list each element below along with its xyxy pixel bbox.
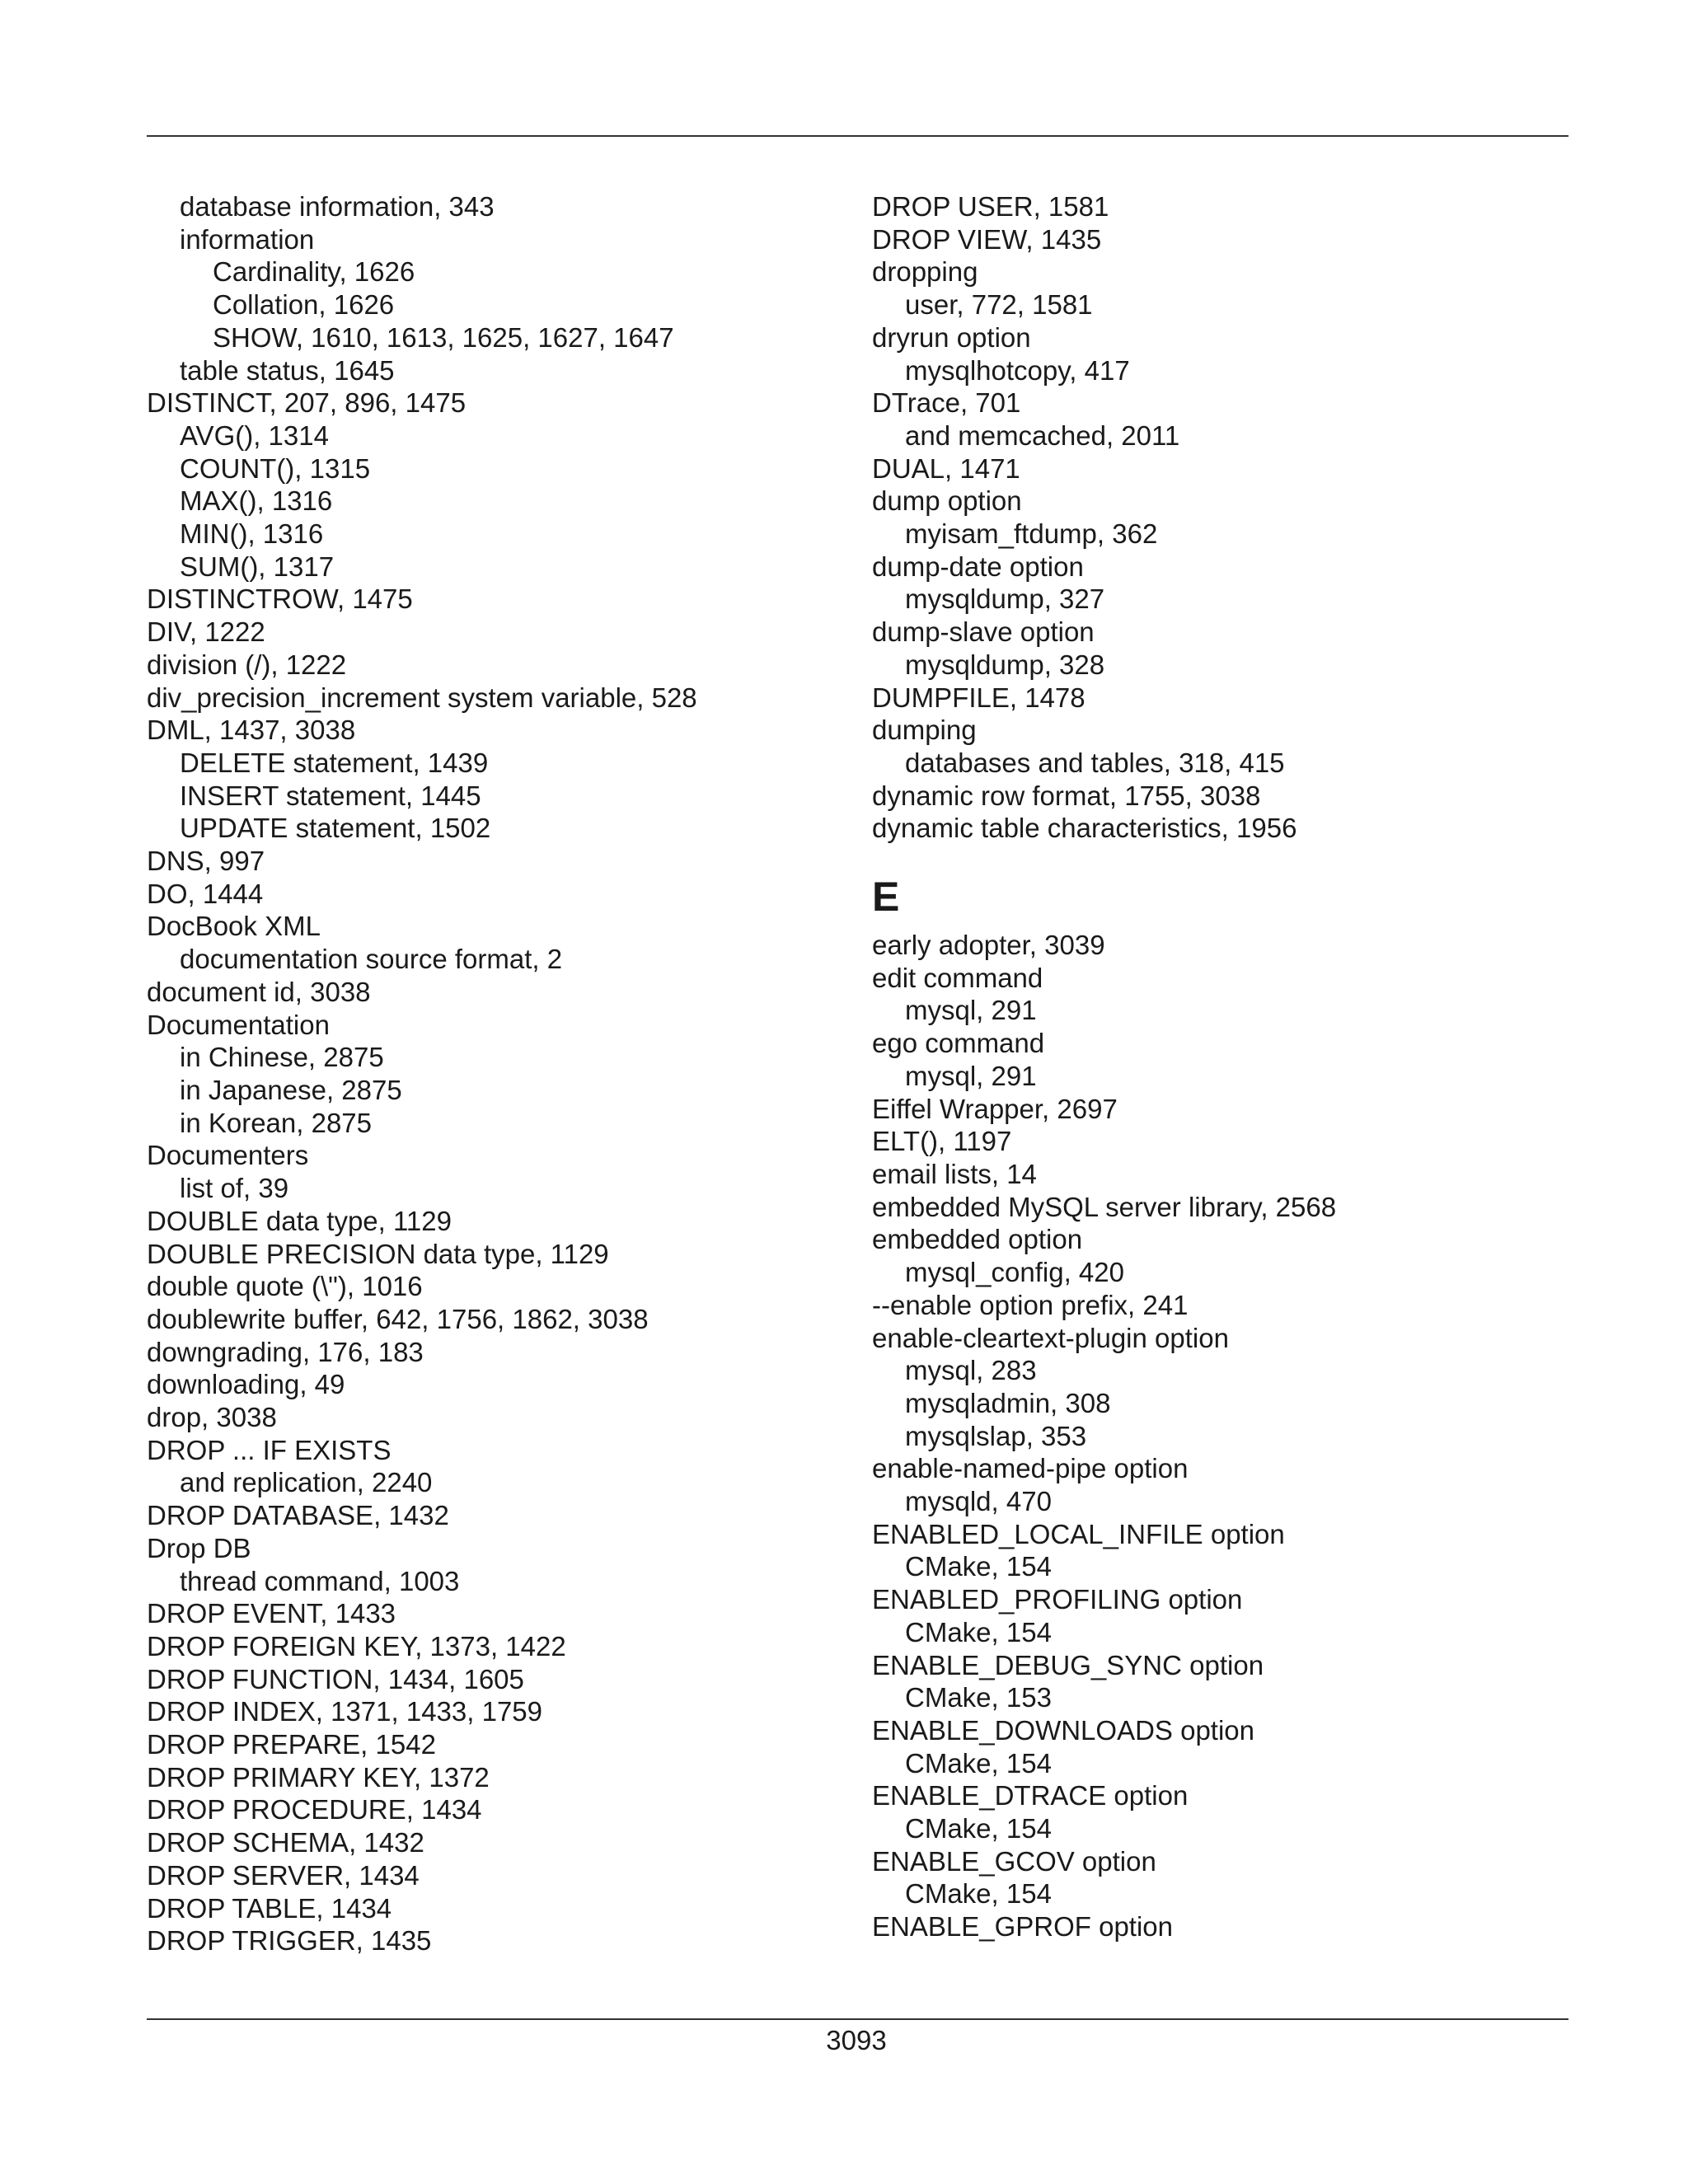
index-subentry: table status, 1645 [180,354,395,386]
index-entry: email lists, 14 [872,1158,1037,1189]
index-entry: DML, 1437, 3038 [147,715,356,746]
index-subentry: CMake, 154 [905,1747,1052,1779]
index-entry: DISTINCTROW, 1475 [147,583,413,615]
index-subentry: Collation, 1626 [213,289,395,321]
index-entry: DROP FUNCTION, 1434, 1605 [147,1663,524,1694]
index-subentry: CMake, 154 [905,1813,1052,1844]
index-entry: DROP SERVER, 1434 [147,1859,420,1891]
index-entry: enable-named-pipe option [872,1453,1189,1484]
index-subentry: AVG(), 1314 [180,419,329,451]
index-subentry: CMake, 154 [905,1616,1052,1647]
index-subentry: mysql, 291 [905,995,1037,1026]
index-entry: div_precision_increment system variable, 528 [147,682,697,713]
index-subentry: MIN(), 1316 [180,518,324,550]
index-entry: DROP VIEW, 1435 [872,223,1102,255]
index-entry: DROP TRIGGER, 1435 [147,1925,432,1957]
index-subentry: UPDATE statement, 1502 [180,813,491,844]
index-subentry: and memcached, 2011 [905,419,1180,451]
index-subentry: mysqlhotcopy, 417 [905,354,1130,386]
index-entry: double quote (\"), 1016 [147,1271,423,1302]
index-entries-d-continued [872,190,1597,845]
index-entry: drop, 3038 [147,1402,277,1433]
index-entry: ELT(), 1197 [872,1126,1012,1157]
index-entry: Documentation [147,1009,330,1040]
index-entry: Documenters [147,1140,309,1171]
index-entry: DO, 1444 [147,878,264,909]
index-subentry: mysql_config, 420 [905,1257,1124,1288]
index-entry: DROP SCHEMA, 1432 [147,1827,424,1858]
index-entry: DROP DATABASE, 1432 [147,1500,449,1531]
index-entry: DROP ... IF EXISTS [147,1434,392,1465]
index-entry: DocBook XML [147,911,321,942]
index-entry: dynamic table characteristics, 1956 [872,813,1297,844]
index-entry: dynamic row format, 1755, 3038 [872,780,1261,811]
footer-rule [147,2018,1568,2020]
index-entry: DROP USER, 1581 [872,191,1109,222]
index-entry: --enable option prefix, 241 [872,1289,1189,1320]
index-entry: edit command [872,962,1043,993]
index-entry: DROP PREPARE, 1542 [147,1729,436,1760]
index-subentry: in Korean, 2875 [180,1107,373,1138]
index-entry: dump option [872,485,1022,517]
index-entry: embedded MySQL server library, 2568 [872,1191,1337,1222]
index-entries-e [872,929,1597,1943]
index-entry: ego command [872,1028,1045,1059]
index-entry: ENABLE_GPROF option [872,1911,1173,1943]
index-subentry: in Japanese, 2875 [180,1074,402,1105]
index-entry: DISTINCT, 207, 896, 1475 [147,387,467,419]
index-entry: downgrading, 176, 183 [147,1336,424,1367]
section-letter-heading: E [872,874,900,921]
index-entry: DNS, 997 [147,846,265,877]
index-subentry: in Chinese, 2875 [180,1042,384,1073]
index-entry: dump-date option [872,551,1084,582]
index-subentry: mysql, 291 [905,1060,1037,1091]
index-subentry: CMake, 154 [905,1878,1052,1910]
index-subentry: information [180,223,315,255]
index-subentry: thread command, 1003 [180,1565,460,1596]
index-subentry: MAX(), 1316 [180,485,333,517]
index-entry: DROP TABLE, 1434 [147,1892,392,1924]
index-subentry: mysqlslap, 353 [905,1420,1087,1451]
page-number: 3093 [826,2025,887,2055]
index-entry: DROP PROCEDURE, 1434 [147,1794,482,1825]
index-subentry: COUNT(), 1315 [180,452,371,484]
index-entry: dump-slave option [872,616,1095,648]
index-entry: DROP FOREIGN KEY, 1373, 1422 [147,1630,566,1661]
index-entry: downloading, 49 [147,1369,345,1400]
index-entry: DROP INDEX, 1371, 1433, 1759 [147,1696,543,1727]
index-column-left [147,190,872,1957]
index-subentry: DELETE statement, 1439 [180,747,489,778]
index-subentry: mysqldump, 327 [905,583,1105,615]
index-entry: DOUBLE PRECISION data type, 1129 [147,1238,609,1269]
index-entry: ENABLE_DOWNLOADS option [872,1714,1255,1746]
index-subentry: database information, 343 [180,191,495,222]
index-subentry: list of, 39 [180,1173,289,1204]
index-entry: embedded option [872,1224,1083,1255]
index-subentry: databases and tables, 318, 415 [905,747,1285,778]
index-subentry: mysqladmin, 308 [905,1387,1111,1418]
index-subentry: INSERT statement, 1445 [180,780,481,811]
index-subentry: and replication, 2240 [180,1467,433,1498]
index-entry: enable-cleartext-plugin option [872,1322,1229,1353]
index-subentry: CMake, 154 [905,1551,1052,1582]
index-entry: early adopter, 3039 [872,930,1105,961]
index-entry: DTrace, 701 [872,387,1021,419]
index-subentry: CMake, 153 [905,1682,1052,1713]
index-entry: dumping [872,715,977,746]
index-entry: ENABLED_PROFILING option [872,1584,1243,1615]
index-entry: ENABLE_DEBUG_SYNC option [872,1649,1264,1680]
index-entry: document id, 3038 [147,976,371,1007]
index-subentry: Cardinality, 1626 [213,256,415,288]
index-entry: ENABLED_LOCAL_INFILE option [872,1518,1285,1549]
index-entry: DUAL, 1471 [872,452,1020,484]
index-subentry: SHOW, 1610, 1613, 1625, 1627, 1647 [213,321,674,353]
index-column-right [872,190,1597,1943]
index-subentry: documentation source format, 2 [180,944,563,975]
index-entry: DROP PRIMARY KEY, 1372 [147,1761,490,1793]
index-entry: DOUBLE data type, 1129 [147,1205,452,1236]
index-entry: ENABLE_GCOV option [872,1845,1156,1877]
index-subentry: user, 772, 1581 [905,289,1093,321]
index-entry: Drop DB [147,1532,251,1563]
index-subentry: mysqld, 470 [905,1486,1052,1517]
index-entry: DUMPFILE, 1478 [872,682,1085,713]
index-entry: doublewrite buffer, 642, 1756, 1862, 3038 [147,1303,649,1334]
index-entry: division (/), 1222 [147,649,347,680]
index-subentry: myisam_ftdump, 362 [905,518,1158,550]
index-entry: DIV, 1222 [147,616,265,648]
index-subentry: mysqldump, 328 [905,649,1105,680]
index-subentry: SUM(), 1317 [180,551,335,582]
index-entry: ENABLE_DTRACE option [872,1780,1189,1811]
index-entry: Eiffel Wrapper, 2697 [872,1093,1118,1124]
index-entry: DROP EVENT, 1433 [147,1598,396,1629]
header-rule [147,135,1568,137]
index-entry: dryrun option [872,321,1031,353]
index-entry: dropping [872,256,978,288]
index-subentry: mysql, 283 [905,1355,1037,1386]
